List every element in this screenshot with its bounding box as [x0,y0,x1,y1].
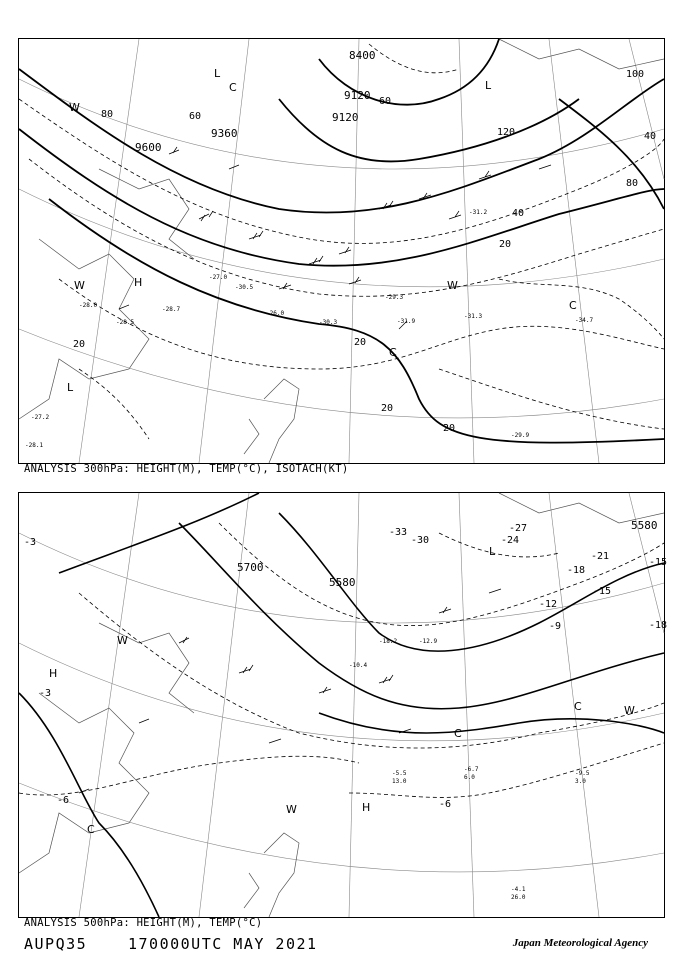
warm-center: W [74,279,85,292]
station-value: -18.2 [379,638,398,645]
isotach-label: 20 [381,403,394,414]
height-contours-500 [19,493,664,917]
isotach-label: 100 [626,69,645,80]
temp-label: -30.5 [235,284,254,291]
low-center: L [485,79,492,92]
map-500hpa [19,493,668,917]
cold-center: C [229,81,237,94]
station-value: 3.0 [575,778,586,785]
isotherms-300 [19,44,664,439]
height-label: 9120 [344,89,371,102]
coastline-300 [19,39,664,463]
graticule-300 [19,39,664,463]
cold-center: C [87,823,95,836]
high-center: H [362,801,371,814]
isotach-label: 40 [512,208,525,219]
station-value: 26.0 [511,894,526,901]
warm-center: W [286,803,297,816]
isotach-label: 60 [189,111,202,122]
temp-contour-label: -12 [539,599,558,610]
temp-label: -31.3 [464,313,483,320]
isotach-label: 80 [101,109,114,120]
temp-contour-label: -18 [649,620,668,631]
temp-contour-label: -3 [24,537,37,548]
isotach-label: 20 [443,423,456,434]
temp-label: -28.5 [116,319,135,326]
isotach-label: 20 [73,339,86,350]
cold-center: C [574,700,582,713]
temp-contour-label: -3 [39,688,52,699]
station-value: 13.0 [392,778,407,785]
temp-contour-label: -18 [567,565,586,576]
temp-label: -26.0 [266,310,285,317]
agency-credit: Japan Meteorological Agency [512,937,648,949]
isotach-label: 40 [644,131,657,142]
warm-center: W [624,704,635,717]
isotach-label: 120 [497,127,516,138]
chart-500hpa [18,492,668,918]
high-center: H [49,667,58,680]
height-label: 9600 [135,141,162,154]
temp-contour-labels-500 [24,523,667,810]
temp-contour-label: -30 [411,535,430,546]
temp-contour-label: -27 [509,523,528,534]
warm-center: W [447,279,458,292]
station-value: -12.9 [419,638,438,645]
temp-contour-label: -33 [389,527,408,538]
temp-label: -28.0 [79,302,98,309]
valid-time: 170000UTC MAY 2021 [128,935,318,953]
chart-code: AUPQ35 [24,935,88,953]
temp-contour-label: -21 [591,551,610,562]
coastline-500 [19,493,664,917]
temp-contour-label: -15 [649,557,668,568]
height-label: 9120 [332,111,359,124]
temp-label: -34.7 [575,317,594,324]
temp-label: -31.9 [397,318,416,325]
height-label: 5580 [329,576,356,589]
temp-label: -31.2 [469,209,488,216]
low-center: L [67,381,74,394]
warm-center: W [69,101,80,114]
temp-label: -30.3 [319,319,338,326]
temp-contour-label: -6 [439,799,452,810]
temp-label: -29.3 [385,294,404,301]
isotach-labels-300 [73,69,656,434]
caption-300hpa: ANALYSIS 300hPa: HEIGHT(M), TEMP(°C), ISOTACH(KT) [24,463,349,475]
isotach-label: 80 [626,178,639,189]
temp-contour-label: -9 [549,621,562,632]
station-value: -4.1 [511,886,526,893]
pressure-centers-300 [67,67,577,394]
height-label: 5700 [237,561,264,574]
warm-center: W [117,634,128,647]
temp-contour-label: -6 [57,795,70,806]
station-labels-500 [349,638,590,901]
height-label: 5580 [631,519,658,532]
station-value: -9.5 [575,770,590,777]
cold-center: C [569,299,577,312]
temp-contour-label: -24 [501,535,520,546]
isotach-label: 60 [379,96,392,107]
station-value: -10.4 [349,662,368,669]
cold-center: C [454,727,462,740]
temp-contour-label: -15 [593,586,612,597]
station-value: 6.0 [464,774,475,781]
temp-label: -27.2 [31,414,50,421]
low-center: L [214,67,221,80]
height-label: 8400 [349,49,376,62]
station-value: -6.7 [464,766,479,773]
graticule-500 [19,493,664,917]
chart-300hpa [18,38,665,464]
height-contours-300 [19,39,664,443]
temp-label: -29.9 [511,432,530,439]
isotach-label: 20 [354,337,367,348]
isotach-label: 20 [499,239,512,250]
low-center: L [489,545,496,558]
caption-500hpa: ANALYSIS 500hPa: HEIGHT(M), TEMP(°C) [24,917,263,929]
temp-label: -27.0 [209,274,228,281]
wind-barbs-500 [79,589,501,793]
high-center: H [134,276,143,289]
cold-center: C [389,346,397,359]
height-label: 9360 [211,127,238,140]
temp-label: -28.7 [162,306,181,313]
station-value: -5.5 [392,770,407,777]
map-300hpa [19,39,664,463]
temp-label: -28.1 [25,442,44,449]
